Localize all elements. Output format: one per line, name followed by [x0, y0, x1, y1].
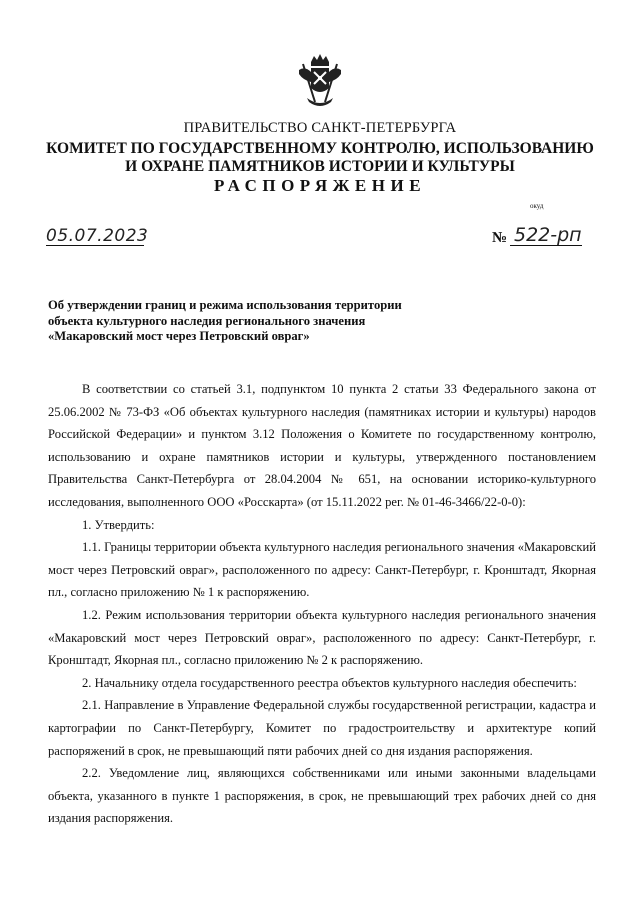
committee-title-line1: КОМИТЕТ ПО ГОСУДАРСТВЕННОМУ КОНТРОЛЮ, ИСПОЛЬЗОВАНИЮ	[46, 140, 594, 157]
government-title: ПРАВИТЕЛЬСТВО САНКТ-ПЕТЕРБУРГА	[183, 120, 457, 136]
document-body	[48, 378, 596, 830]
subject-line3: «Макаровский мост через Петровский овраг»	[48, 329, 310, 344]
document-type: РАСПОРЯЖЕНИЕ	[213, 176, 427, 195]
st-petersburg-coat-of-arms-icon	[297, 52, 343, 110]
document-number	[492, 224, 592, 250]
okud-label: окуд	[530, 202, 544, 210]
document-number-value: 522-рп	[514, 224, 582, 246]
body-paragraph-1-1: 1.1. Границы территории объекта культурного наследия регионального значения «Макаровский мост через Петровский овраг», расположенного по адресу: Санкт-Петербург, г. Кронштадт, Якорная пл., согласно приложению № 1 к распоряжению.	[48, 540, 596, 600]
subject-line1: Об утверждении границ и режима использования территории	[48, 298, 402, 312]
body-paragraph-1: 1. Утвердить:	[82, 517, 155, 532]
number-underline	[510, 245, 582, 246]
document-date	[46, 226, 149, 250]
number-sign: №	[492, 230, 508, 246]
committee-title-line2: И ОХРАНЕ ПАМЯТНИКОВ ИСТОРИИ И КУЛЬТУРЫ	[125, 158, 515, 175]
committee-title	[0, 140, 640, 176]
body-paragraph-1-2: 1.2. Режим использования территории объекта культурного наследия регионального значения «Макаровский мост через Петровский овраг», расположенного по адресу: Санкт-Петербург, г. Кронштадт, Якорная пл., согласно приложению № 2 к распоряжению.	[48, 607, 596, 668]
document-date-value: 05.07.2023	[46, 226, 149, 246]
body-paragraph-2: 2. Начальнику отдела государственного реестра объектов культурного наследия обеспечить:	[82, 675, 577, 690]
body-paragraph-2-1: 2.1. Направление в Управление Федеральной службы государственной регистрации, кадастра и картографии по Санкт-Петербургу, Комитет по градостроительству и архитектуре копий распоряжений в срок, не превышающий пяти рабочих дней со дня издания распоряжения.	[48, 698, 596, 758]
body-paragraph-preamble: В соответствии со статьей 3.1, подпунктом 10 пункта 2 статьи 33 Федерального закона от 25.06.2002 № 73-ФЗ «Об объектах культурного наследия (памятниках истории и культуры) народов Российской Федерации» и пунктом 3.12 Положения о Комитете по государственному контролю, использованию и охране памятников истории и культуры, утвержденного постановлением Правительства Санкт-Петербурга от 28.04.2004 № 651, на основании историко-культурного исследования, выполненного ООО «Росскарта» (от 15.11.2022 рег. № 01-46-3466/22-0-0):	[48, 382, 596, 509]
body-paragraph-2-2: 2.2. Уведомление лиц, являющихся собственниками или иными законными владельцами объекта, указанного в пункте 1 распоряжения, в срок, не превышающий трех рабочих дней со дня издания распоряжения.	[48, 766, 596, 826]
subject-line2: объекта культурного наследия регионального значения	[48, 313, 366, 328]
date-underline	[46, 245, 144, 246]
document-subject	[48, 298, 428, 345]
